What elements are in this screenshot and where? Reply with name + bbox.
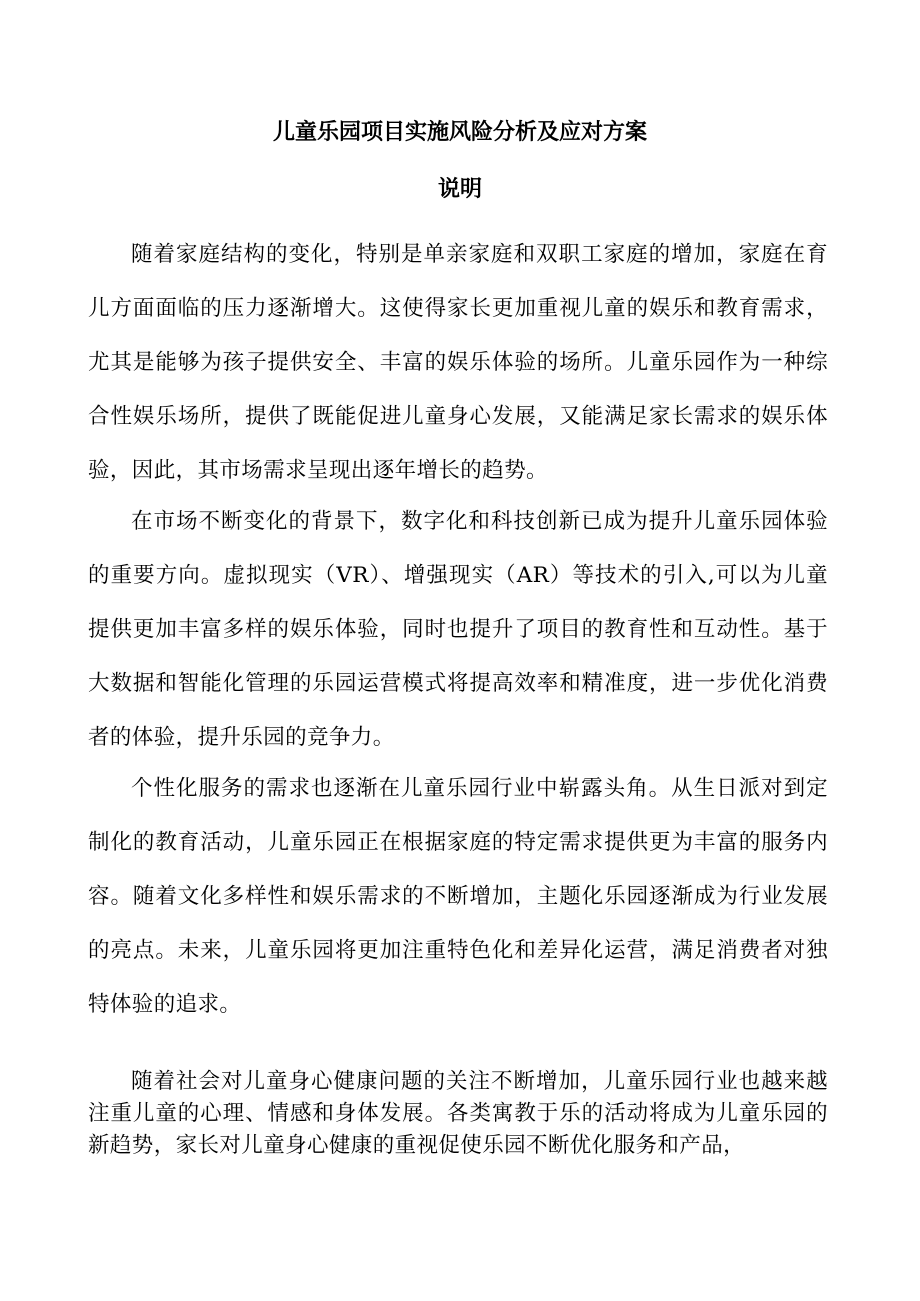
section-heading: 说明 [437,176,482,202]
paragraph: 个性化服务的需求也逐渐在儿童乐园行业中崭露头角。从生日派对到定制化的教育活动，儿童乐园正在根据家庭的特定需求提供更为丰富的服务内容。随着文化多样性和娱乐需求的不断增加，主题化乐园逐渐成为行业发展的亮点。未来，儿童乐园将更加注重特色化和差异化运营，满足消费者对独特体验的追求。 [88,776,828,1017]
document-title: 儿童乐园项目实施风险分析及应对方案 [272,119,647,145]
paragraph: 随着家庭结构的变化，特别是单亲家庭和双职工家庭的增加，家庭在育儿方面面临的压力逐渐增大。这使得家长更加重视儿童的娱乐和教育需求，尤其是能够为孩子提供安全、丰富的娱乐体验的场所。儿童乐园作为一种综合性娱乐场所，提供了既能促进儿童身心发展，又能满足家长需求的娱乐体验，因此，其市场需求呈现出逐年增长的趋势。 [88,242,828,483]
paragraph: 在市场不断变化的背景下，数字化和科技创新已成为提升儿童乐园体验的重要方向。虚拟现实（VR）、增强现实（AR）等技术的引入,可以为儿童提供更加丰富多样的娱乐体验，同时也提升了项目的教育性和互动性。基于大数据和智能化管理的乐园运营模式将提高效率和精准度，进一步优化消费者的体验，提升乐园的竞争力。 [88,509,828,750]
paragraph: 随着社会对儿童身心健康问题的关注不断增加，儿童乐园行业也越来越注重儿童的心理、情感和身体发展。各类寓教于乐的活动将成为儿童乐园的新趋势，家长对儿童身心健康的重视促使乐园不断优化服务和产品， [88,1069,828,1158]
